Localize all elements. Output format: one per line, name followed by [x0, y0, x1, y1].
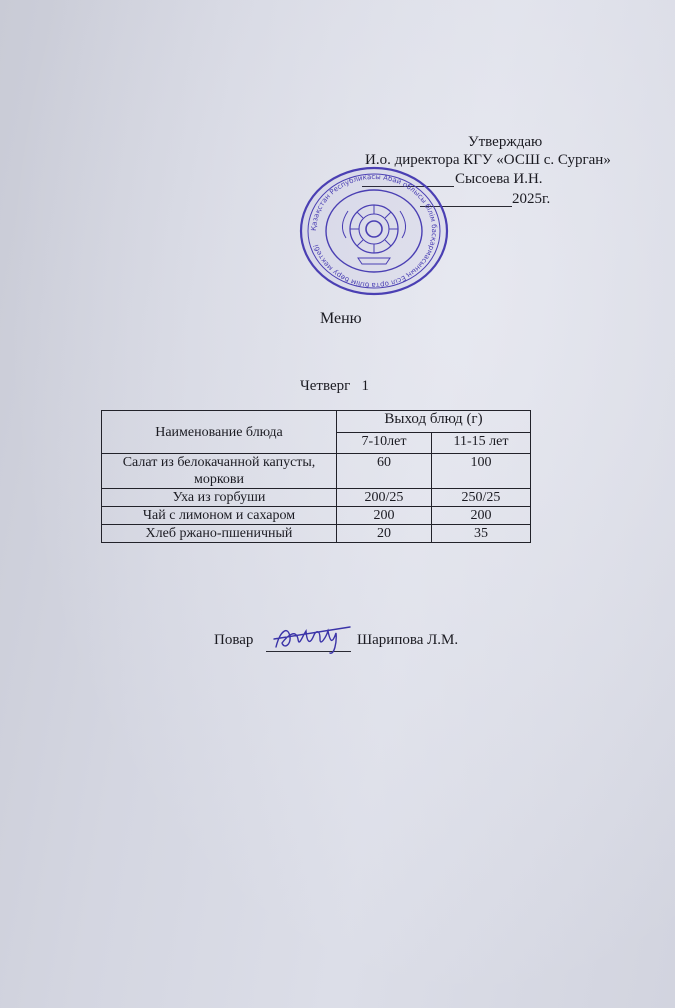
stamp-text: Қазақстан Республикасы Абай облысы білім басқармасының Есіл орта білім беру мектебі [309, 172, 439, 290]
yield-11-15: 250/25 [432, 489, 531, 507]
yield-11-15: 35 [432, 525, 531, 543]
dish-name: Чай с лимоном и сахаром [102, 507, 337, 525]
table-header-row [102, 411, 531, 433]
header-age-group: 11-15 лет [432, 433, 531, 454]
yield-7-10: 200/25 [337, 489, 432, 507]
approval-position: И.о. директора КГУ «ОСШ с. Сурган» [365, 152, 611, 168]
menu-table [101, 410, 531, 543]
day-label: Четверг 1 [300, 378, 370, 394]
cook-label: Повар [214, 632, 254, 648]
yield-7-10: 60 [337, 454, 432, 489]
header-yield: Выход блюд (г) [337, 411, 531, 433]
official-stamp [298, 166, 450, 296]
table-row [102, 507, 531, 525]
dish-name: Хлеб ржано-пшеничный [102, 525, 337, 543]
table-row [102, 525, 531, 543]
cook-signature [270, 617, 352, 657]
approval-name: Сысоева И.Н. [455, 171, 543, 187]
header-dish: Наименование блюда [102, 411, 337, 454]
header-age-group: 7-10лет [337, 433, 432, 454]
cook-name: Шарипова Л.М. [357, 632, 459, 648]
yield-7-10: 200 [337, 507, 432, 525]
menu-title: Меню [320, 310, 362, 327]
yield-11-15: 100 [432, 454, 531, 489]
table-row [102, 489, 531, 507]
dish-name: Салат из белокачанной капусты, моркови [102, 454, 337, 489]
yield-7-10: 20 [337, 525, 432, 543]
approval-date: 2025г. [512, 191, 551, 207]
yield-11-15: 200 [432, 507, 531, 525]
table-row [102, 454, 531, 489]
approval-title: Утверждаю [468, 134, 543, 150]
dish-name: Уха из горбуши [102, 489, 337, 507]
